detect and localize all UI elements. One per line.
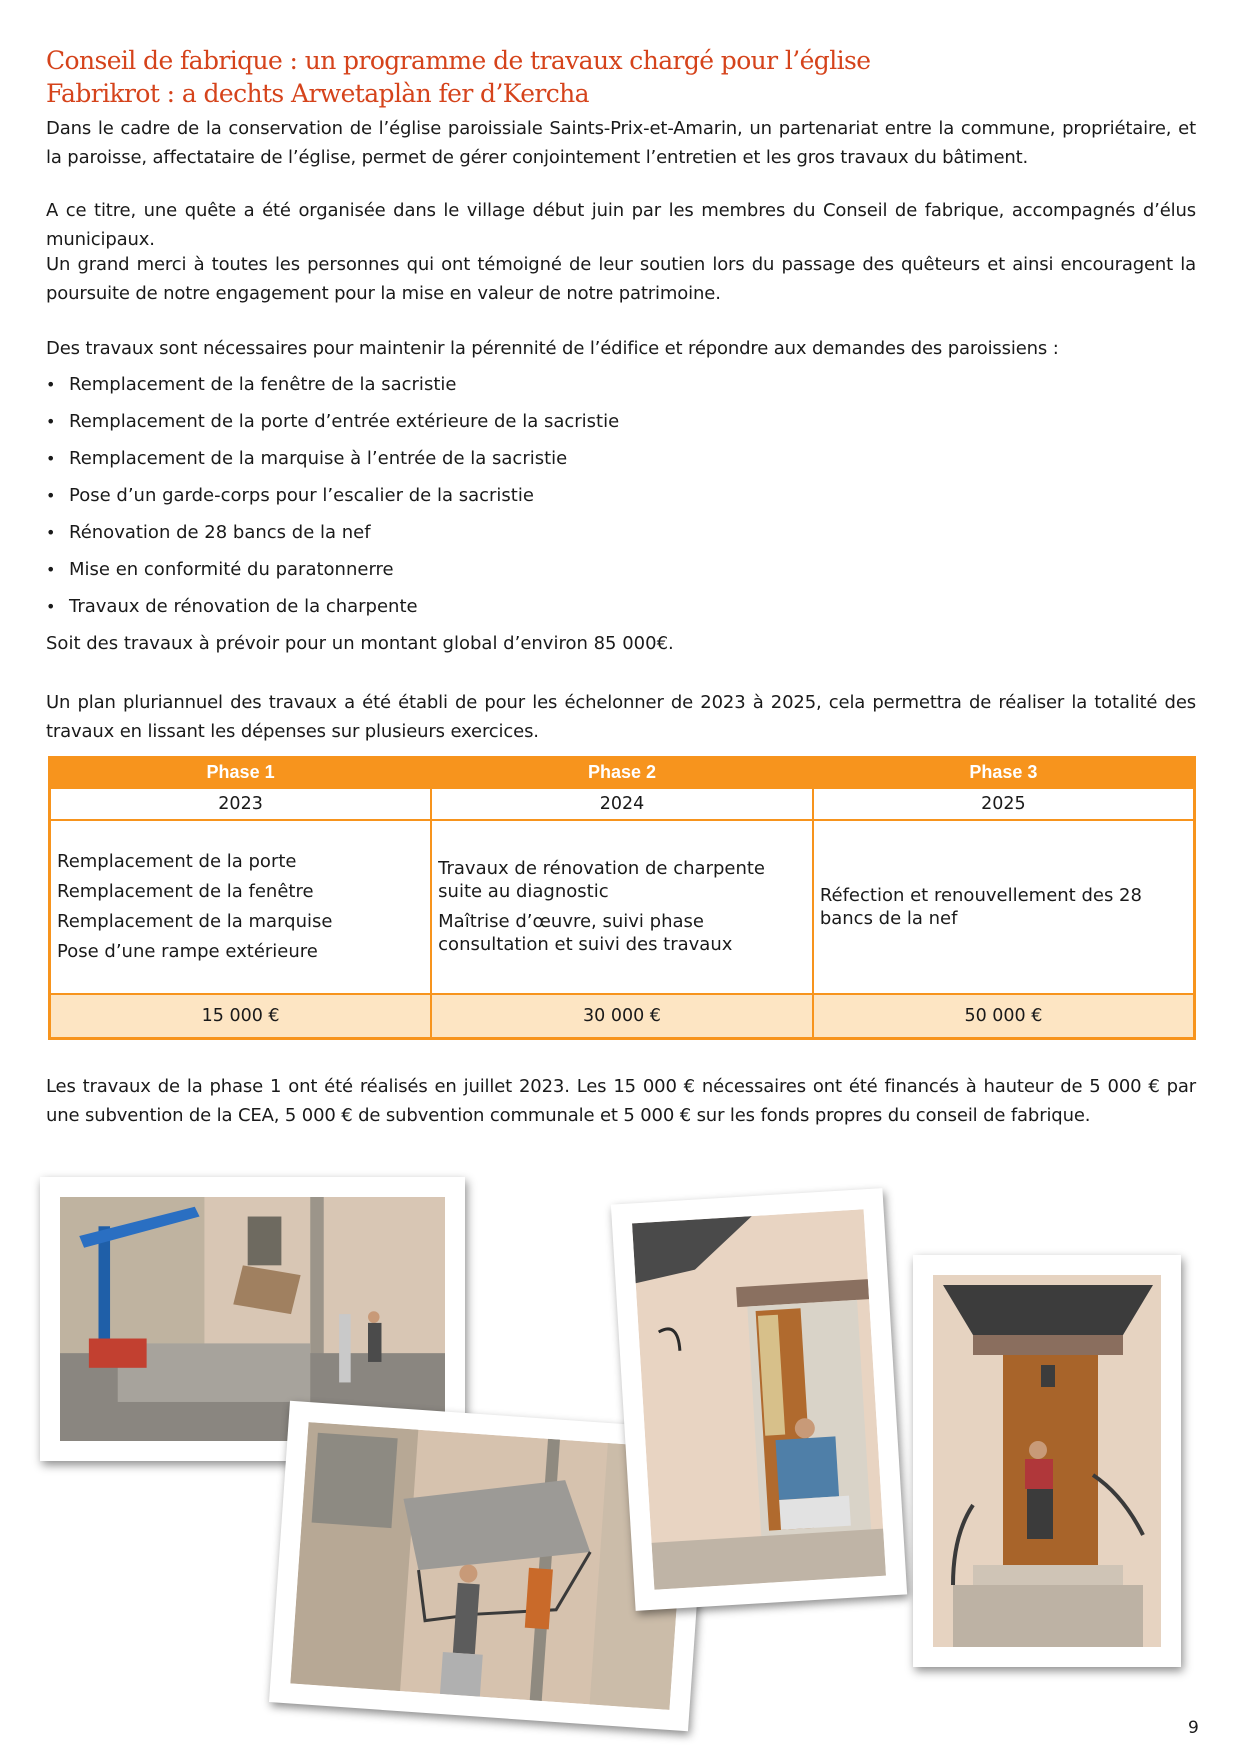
intro-paragraph-2: A ce titre, une quête a été organisée dans le village début juin par les membres du Conseil de fabrique, accompagnés d’élus municipaux. [46, 200, 1196, 250]
list-item [46, 370, 1196, 407]
phase-2-work-line: Maîtrise d’œuvre, suivi phase consultation et suivi des travaux [438, 911, 733, 955]
table-row-years [50, 788, 1195, 820]
phase-1-header: Phase 1 [50, 758, 432, 788]
list-item-label: Rénovation de 28 bancs de la nef [69, 522, 371, 543]
phase-1-work-line: Pose d’une rampe extérieure [57, 941, 318, 962]
works-total: Soit des travaux à prévoir pour un montant global d’environ 85 000€. [46, 633, 674, 654]
phase-3-works [813, 820, 1195, 994]
photo-door-fitting-image [632, 1209, 886, 1589]
phase-3-header: Phase 3 [813, 758, 1195, 788]
bullet-icon: • [46, 449, 56, 468]
phase-3-year: 2025 [813, 788, 1195, 820]
list-item [46, 592, 1196, 629]
phase-1-year: 2023 [50, 788, 432, 820]
phase-1-work-line: Remplacement de la marquise [57, 911, 333, 932]
photo-crane-truck-image [60, 1197, 445, 1441]
bullet-icon: • [46, 560, 56, 579]
list-item-label: Remplacement de la fenêtre de la sacristie [69, 374, 457, 395]
phase-2-works [431, 820, 813, 994]
phase-2-header: Phase 2 [431, 758, 813, 788]
page-number: 9 [1188, 1718, 1199, 1738]
list-item-label: Remplacement de la porte d’entrée extérieure de la sacristie [69, 411, 620, 432]
intro-paragraph-1: Dans le cadre de la conservation de l’église paroissiale Saints-Prix-et-Amarin, un partenariat entre la commune, propriétaire, et la paroisse, affectataire de l’église, permet de gérer conjointement l’entretien et les gros travaux du bâtiment. [46, 118, 1196, 168]
bullet-icon: • [46, 375, 56, 394]
list-item [46, 407, 1196, 444]
phase-3-cost: 50 000 € [813, 994, 1195, 1039]
list-item [46, 444, 1196, 481]
plan-intro: Un plan pluriannuel des travaux a été établi de pour les échelonner de 2023 à 2025, cela permettra de réaliser la totalité des travaux en lissant les dépenses sur plusieurs exercices. [46, 692, 1196, 742]
phase-1-works [50, 820, 432, 994]
list-item-label: Mise en conformité du paratonnerre [69, 559, 394, 580]
table-row-works [50, 820, 1195, 994]
phase-table [48, 756, 1196, 1040]
phase-1-work-line: Remplacement de la porte [57, 851, 297, 872]
bullet-icon: • [46, 486, 56, 505]
list-item-label: Pose d’un garde-corps pour l’escalier de la sacristie [69, 485, 534, 506]
photo-door-fitting [611, 1188, 907, 1611]
phase-1-cost: 15 000 € [50, 994, 432, 1039]
table-header-row [50, 758, 1195, 788]
works-lead: Des travaux sont nécessaires pour maintenir la pérennité de l’édifice et répondre aux demandes des paroissiens : [46, 338, 1059, 359]
bullet-icon: • [46, 523, 56, 542]
page-title: Conseil de fabrique : un programme de travaux chargé pour l’église [46, 46, 871, 75]
table-row-costs [50, 994, 1195, 1039]
phase-1-work-line: Remplacement de la fenêtre [57, 881, 314, 902]
bullet-icon: • [46, 597, 56, 616]
photo-new-door-image [933, 1275, 1161, 1647]
works-list [46, 370, 1196, 629]
list-item-label: Travaux de rénovation de la charpente [69, 596, 418, 617]
list-item-label: Remplacement de la marquise à l’entrée de la sacristie [69, 448, 568, 469]
phase-2-year: 2024 [431, 788, 813, 820]
conclusion-paragraph: Les travaux de la phase 1 ont été réalisés en juillet 2023. Les 15 000 € nécessaires ont été financés à hauteur de 5 000 € par une subvention de la CEA, 5 000 € de subvention communale et 5 000 € sur les fonds propres du conseil de fabrique. [46, 1076, 1196, 1126]
phase-2-work-line: Travaux de rénovation de charpente suite au diagnostic [438, 858, 766, 902]
list-item [46, 481, 1196, 518]
intro-paragraph-3: Un grand merci à toutes les personnes qui ont témoigné de leur soutien lors du passage des quêteurs et ainsi encouragent la poursuite de notre engagement pour la mise en valeur de notre patrimoine. [46, 254, 1196, 304]
list-item [46, 555, 1196, 592]
phase-3-work-line: Réfection et renouvellement des 28 bancs de la nef [819, 884, 1142, 929]
photo-new-door [913, 1255, 1181, 1667]
bullet-icon: • [46, 412, 56, 431]
list-item [46, 518, 1196, 555]
phase-2-cost: 30 000 € [431, 994, 813, 1039]
page-subtitle-alsatian: Fabrikrot : a dechts Arwetaplàn fer d’Kercha [46, 79, 589, 108]
